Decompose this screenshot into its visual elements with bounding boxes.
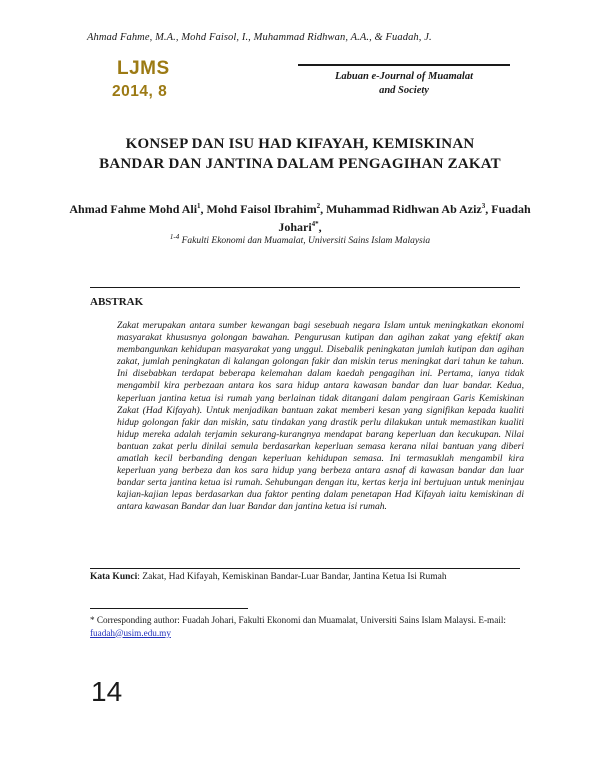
footnote-text: Corresponding author: Fuadah Johari, Fakulti Ekonomi dan Muamalat, Universiti Sains Islam Malaysi. E-mail: (94, 615, 506, 625)
keywords-label: Kata Kunci (90, 572, 138, 582)
keywords-rule (90, 568, 520, 569)
affiliation-text: Fakulti Ekonomi dan Muamalat, Universiti Sains Islam Malaysia (181, 236, 431, 246)
keywords (90, 572, 520, 582)
author-3: Muhammad Ridhwan Ab Aziz (326, 202, 482, 216)
journal-name-line2: and Society (379, 85, 429, 96)
author-4-sup: 4* (311, 220, 319, 228)
abstract-body: Zakat merupakan antara sumber kewangan bagi sesebuah negara Islam untuk meningkatkan ekonomi masyarakat khususnya golongan bawahan. Pengurusan kutipan dan agihan zakat yang efektif akan membangunkan kehidupan masyarakat yang unggul. Disebalik peningkatan jumlah kutipan dan agihan zakat, jumlah peningkatan di kalangan golongan fakir dan miskin terus meningkat dari tahun ke tahun. Ini disebabkan terdapat beberapa kelemahan dalam kaedah pengagihan ini. Pertama, ianya tidak mengambil kira perbezaan antara kos sara hidup antara kawasan bandar dan luar bandar. Kedua, keperluan jantina ketua isi rumah yang berlainan tidak ditangani dalam pengiraan Garis Kemiskinan Zakat (Had Kifayah). Untuk menjadikan bantuan zakat memberi kesan yang signifikan kepada kualiti hidup golongan fakir dan miskin, satu tindakan yang drastik perlu dilakukan untuk memastikan kualiti hidup mereka adalah terjamin sekurang-kurangnya mendapat barang keperluan dan kecukupan. Nilai bantuan zakat perlu dinilai semula berdasarkan keperluan semasa kerana nilai bantuan yang diberi amatlah kecil berbanding dengan keperluan kehidupan semasa. Ini termasuklah mengambil kira keperluan yang berbeza dan kos sara hidup yang berbeza antara asnaf di kawasan bandar dan luar bandar serta jantina ketua isi rumah. Sehubungan dengan itu, kertas kerja ini bertujuan untuk meninjau kajian-kajian lepas berdasarkan dua faktor penting dalam penetapan Had Kifayah iaitu kemiskinan di antara kawasan Bandar dan luar Bandar dan jantina ketua isi rumah. (117, 320, 524, 513)
footnote-rule (90, 608, 248, 609)
footnote-marker: * (90, 615, 95, 625)
author-2-sup: 2 (316, 202, 321, 210)
journal-code: LJMS (117, 58, 170, 79)
journal-name (298, 70, 510, 98)
email-link[interactable]: fuadah@usim.edu.my (90, 627, 171, 638)
paper-title-line2: BANDAR DAN JANTINA DALAM PENGAGIHAN ZAKAT (99, 156, 501, 172)
author-1: Ahmad Fahme Mohd Ali (69, 202, 198, 216)
journal-year-volume: 2014, 8 (112, 83, 168, 100)
paper-title-line1: KONSEP DAN ISU HAD KIFAYAH, KEMISKINAN (125, 136, 475, 152)
running-head: Ahmad Fahme, M.A., Mohd Faisol, I., Muhammad Ridhwan, A.A., & Fuadah, J. (87, 32, 432, 43)
author-1-sup: 1 (197, 202, 201, 210)
header-rule (298, 64, 510, 66)
keywords-text: : Zakat, Had Kifayah, Kemiskinan Bandar-Luar Bandar, Jantina Ketua Isi Rumah (137, 572, 447, 582)
footnote (90, 614, 520, 639)
abstract-heading: ABSTRAK (90, 296, 144, 308)
journal-name-line1: Labuan e-Journal of Muamalat (335, 71, 473, 82)
paper-title (60, 134, 540, 174)
author-3-sup: 3 (481, 202, 486, 210)
abstract-top-rule (90, 287, 520, 288)
page-number: 14 (91, 676, 123, 707)
author-2: Mohd Faisol Ibrahim (206, 202, 317, 216)
author-list: Ahmad Fahme Mohd Ali$^1$, Mohd Faisol Ibrahim$^2$, Muhammad Ridhwan Ab Aziz$^3$, Fuadah Johari$^{4*}$, (69, 202, 531, 234)
author-4: Fuadah Johari (278, 202, 531, 234)
affiliation (60, 232, 540, 246)
affiliation-sup: 1-4 (169, 232, 180, 241)
